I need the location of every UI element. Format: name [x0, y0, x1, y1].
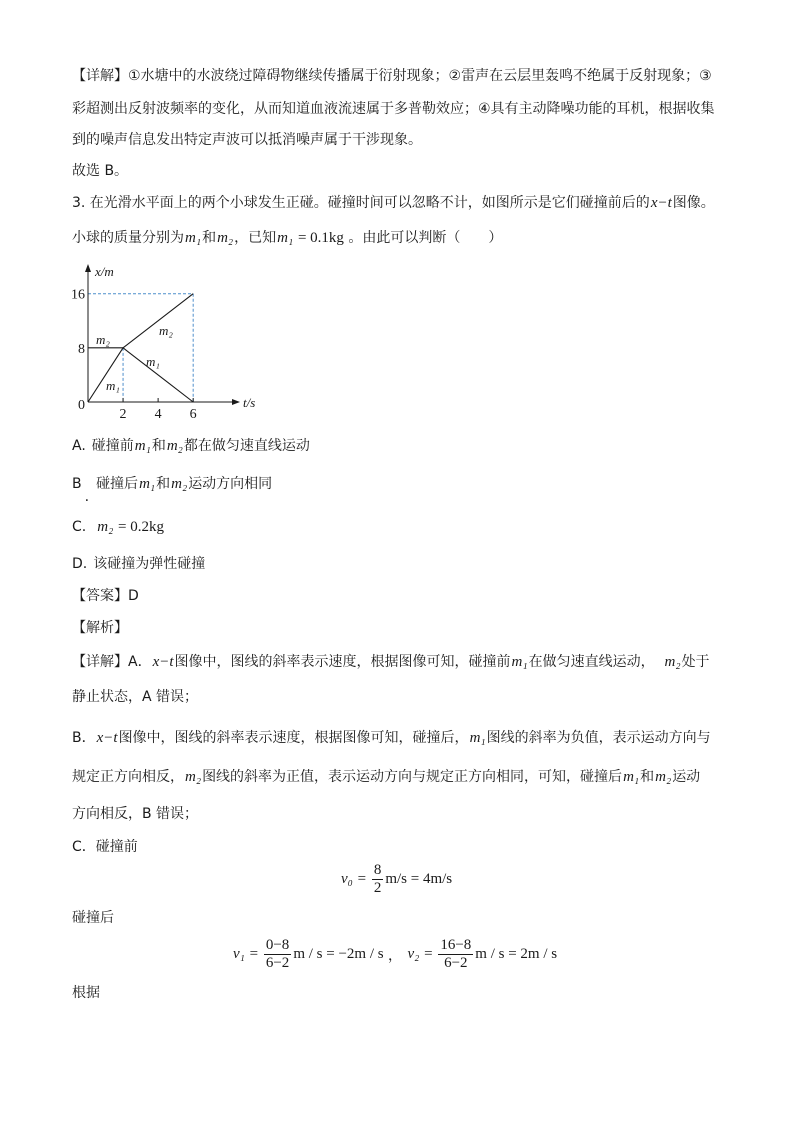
q3-stem-line-1 [72, 193, 715, 213]
m2-symbol: m₂ [171, 476, 188, 492]
curve-label-m1-before: m₁ [106, 378, 120, 393]
q3-stem-line-2 [72, 228, 502, 248]
option-text: 碰撞后 [96, 476, 139, 492]
x-t-symbol: x−t [96, 730, 118, 746]
y-axis-label: x/m [95, 264, 114, 279]
detail-text: 和 [640, 769, 655, 785]
detail-b-line-2 [72, 767, 700, 787]
numerator: 8 [373, 862, 382, 878]
q2-explanation-line-2: 彩超测出反射波频率的变化，从而知道血液流速属于多普勒效应；④具有主动降噪功能的耳机，根据收集 [72, 101, 715, 117]
m1-symbol: m₁ [623, 769, 640, 785]
m2-symbol: m₂ [166, 438, 183, 454]
m1-symbol: m₁ [277, 230, 294, 246]
option-d [72, 554, 205, 574]
detail-text: 运动 [672, 769, 701, 785]
m1-symbol: m₁ [469, 730, 486, 746]
analysis-heading: 【解析】 [72, 620, 128, 636]
q2-conclusion: 故选 B。 [72, 163, 129, 179]
q2-explanation-line-3: 到的噪声信息发出特定声波可以抵消噪声属于干涉现象。 [72, 132, 422, 148]
curve-label-m1-after: m₁ [146, 354, 160, 369]
stem-text: 。由此可以判断（ ） [343, 230, 503, 246]
v2-symbol: v₂ [407, 946, 420, 962]
numerator: 0−8 [265, 937, 290, 953]
horizontal-axis-arrow-icon [232, 399, 240, 405]
equals-sign: = [420, 946, 437, 962]
x-t-symbol: x−t [650, 195, 672, 211]
m2-symbol: m₂ [185, 769, 202, 785]
stem-text: 和 [202, 230, 217, 246]
option-text: 都在做匀速直线运动 [183, 438, 310, 454]
answer: 【答案】D [72, 588, 139, 604]
option-text: 和 [156, 476, 171, 492]
option-text: 运动方向相同 [188, 476, 273, 492]
tick-marks [123, 398, 193, 402]
x-axis-label: t/s [243, 395, 256, 410]
m1-symbol: m₁ [511, 654, 528, 670]
series-lines [88, 294, 193, 402]
denominator: 6−2 [265, 955, 290, 971]
option-a [72, 436, 310, 456]
m2-symbol: m₂ [217, 230, 234, 246]
denominator: 6−2 [444, 955, 468, 971]
v1-symbol: v₁ [233, 946, 245, 962]
detail-a-line-2: 静止状态，A 错误； [72, 689, 199, 705]
formula-rhs: m/s = 4m/s [385, 871, 453, 887]
m2-symbol: m₂ [655, 769, 672, 785]
m2-symbol: m₂ [97, 519, 114, 535]
m1-symbol: m₁ [134, 438, 151, 454]
curve-label-m2-after: m₂ [159, 323, 173, 338]
option-label-dot: . [84, 489, 90, 505]
stem-text: 3. 在光滑水平面上的两个小球发生正碰。碰撞时间可以忽略不计，如图所示是它们碰撞前后的 [72, 195, 650, 211]
curve-label-m2-before: m₂ [96, 332, 110, 347]
vertical-axis-arrow-icon [85, 264, 91, 272]
option-label: D. [72, 556, 88, 572]
detail-text: 图像中，图线的斜率表示速度，根据图像可知，碰撞后， [118, 730, 469, 746]
detail-after-collision: 碰撞后 [72, 910, 114, 926]
option-text: 该碰撞为弹性碰撞 [93, 556, 206, 572]
mass-value: = 0.1kg [294, 230, 344, 246]
m2-symbol: m₂ [664, 654, 681, 670]
detail-text: B． [72, 730, 96, 746]
option-text: 碰撞前 [91, 438, 134, 454]
equals-sign: = [353, 871, 370, 887]
option-text: 和 [151, 438, 166, 454]
formula-v0 [340, 862, 452, 897]
m1-symbol: m₁ [185, 230, 202, 246]
mass-value: = 0.2kg [114, 519, 165, 535]
formula-separator: ， [383, 947, 407, 964]
detail-text: 图像中，图线的斜率表示速度，根据图像可知，碰撞前 [174, 654, 511, 670]
stem-text: 小球的质量分别为 [72, 230, 184, 246]
x-tick-label: 2 [119, 407, 127, 422]
q2-explanation-line-1: 【详解】①水塘中的水波绕过障碍物继续传播属于衍射现象；②雷声在云层里轰鸣不绝属于反射现象；③ [72, 68, 712, 84]
option-label: B [72, 476, 82, 492]
x-tick-label: 6 [189, 407, 197, 422]
formula-rhs: m / s = 2m / s [475, 946, 558, 962]
option-label: C. [72, 519, 87, 535]
series-line-1 [88, 348, 193, 402]
formula-v1-v2 [232, 937, 557, 972]
detail-text: 【详解】A． [72, 654, 152, 670]
x-t-graph [62, 256, 267, 426]
detail-text: 图线的斜率为负值，表示运动方向与 [486, 730, 711, 746]
fraction [264, 937, 291, 972]
numerator: 16−8 [440, 937, 472, 953]
y-tick-label: 16 [71, 287, 85, 303]
detail-a-line-1 [72, 652, 710, 672]
fraction [372, 862, 384, 897]
stem-text: ，已知 [234, 230, 277, 246]
m1-symbol: m₁ [139, 476, 156, 492]
detail-c-line-1: C．碰撞前 [72, 839, 138, 855]
detail-basis: 根据 [72, 985, 100, 1001]
x-t-symbol: x−t [152, 654, 174, 670]
detail-b-line-3: 方向相反，B 错误； [72, 806, 199, 822]
option-label: A. [72, 438, 86, 454]
option-c [72, 517, 164, 537]
x-tick-label: 4 [154, 407, 162, 422]
denominator: 2 [373, 880, 382, 896]
stem-text: 图像。 [672, 195, 715, 211]
y-tick-label: 8 [78, 341, 85, 357]
origin-label: 0 [78, 398, 85, 413]
detail-text: 图线的斜率为正值，表示运动方向与规定正方向相同，可知，碰撞后 [202, 769, 623, 785]
equals-sign: = [245, 946, 262, 962]
detail-text: 规定正方向相反， [72, 769, 184, 785]
detail-text: 在做匀速直线运动， [528, 654, 664, 670]
detail-text: 处于 [681, 654, 710, 670]
detail-b-line-1 [72, 728, 711, 748]
option-b [72, 474, 273, 505]
v0-symbol: v₀ [341, 871, 353, 887]
fraction [438, 937, 473, 972]
formula-rhs: m / s = −2m / s [293, 946, 384, 962]
